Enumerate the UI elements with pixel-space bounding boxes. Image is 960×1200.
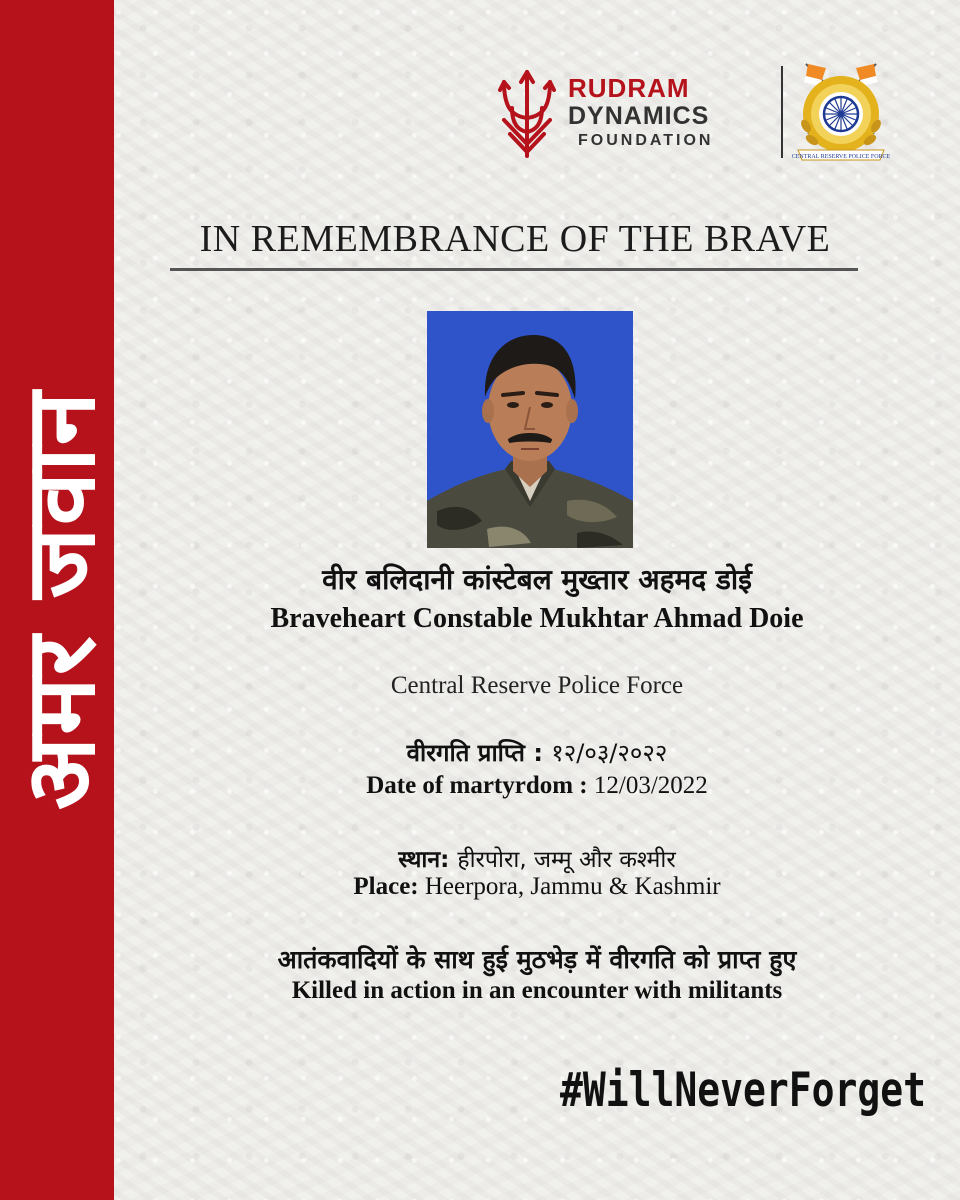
brand-wordmark: [568, 74, 758, 152]
martyrdom-label-hindi: वीरगति प्राप्ति :: [406, 739, 543, 767]
crpf-emblem-icon: [786, 56, 896, 166]
force-name: Central Reserve Police Force: [390, 672, 684, 699]
hashtag: #WillNeverForget: [560, 1062, 927, 1117]
place-label-english: Place:: [353, 873, 419, 900]
martyrdom-value-hindi: १२/०३/२०२२: [551, 739, 668, 767]
name-english: Braveheart Constable Mukhtar Ahmad Doie: [270, 603, 804, 634]
trident-icon: [498, 68, 556, 160]
place-value-hindi: हीरपोरा, जम्मू और कश्मीर: [457, 847, 676, 873]
martyrdom-date-hindi: [114, 736, 960, 769]
action-english: Killed in action in an encounter with militants: [291, 977, 783, 1004]
martyrdom-label-english: Date of martyrdom :: [366, 772, 588, 799]
logo-divider: [781, 66, 783, 158]
place-value-english: Heerpora, Jammu & Kashmir: [424, 873, 721, 900]
rudram-logo: [498, 68, 753, 160]
side-band: [0, 0, 117, 1200]
portrait-image: [427, 311, 633, 548]
page-title: IN REMEMBRANCE OF THE BRAVE: [199, 218, 831, 260]
portrait-photo: [427, 311, 633, 548]
martyrdom-value-english: 12/03/2022: [593, 772, 708, 799]
place-hindi: [114, 842, 960, 874]
name-hindi: वीर बलिदानी कांस्टेबल मुख्तार अहमद डोई: [322, 563, 752, 596]
action-hindi: आतंकवादियों के साथ हुई मुठभेड़ में वीरगति को प्राप्त हुए: [277, 945, 797, 974]
crpf-emblem-text: CENTRAL RESERVE POLICE FORCE: [791, 154, 891, 160]
place-english: [114, 873, 960, 901]
brand-name-line1: RUDRAM: [568, 73, 690, 103]
brand-name-line2: DYNAMICS: [568, 102, 710, 130]
martyrdom-date-english: [114, 772, 960, 800]
title-underline: [170, 268, 858, 271]
brand-name-line3: FOUNDATION: [578, 132, 714, 149]
place-label-hindi: स्थान:: [398, 847, 450, 873]
side-band-text: अमर जवान: [4, 389, 117, 811]
